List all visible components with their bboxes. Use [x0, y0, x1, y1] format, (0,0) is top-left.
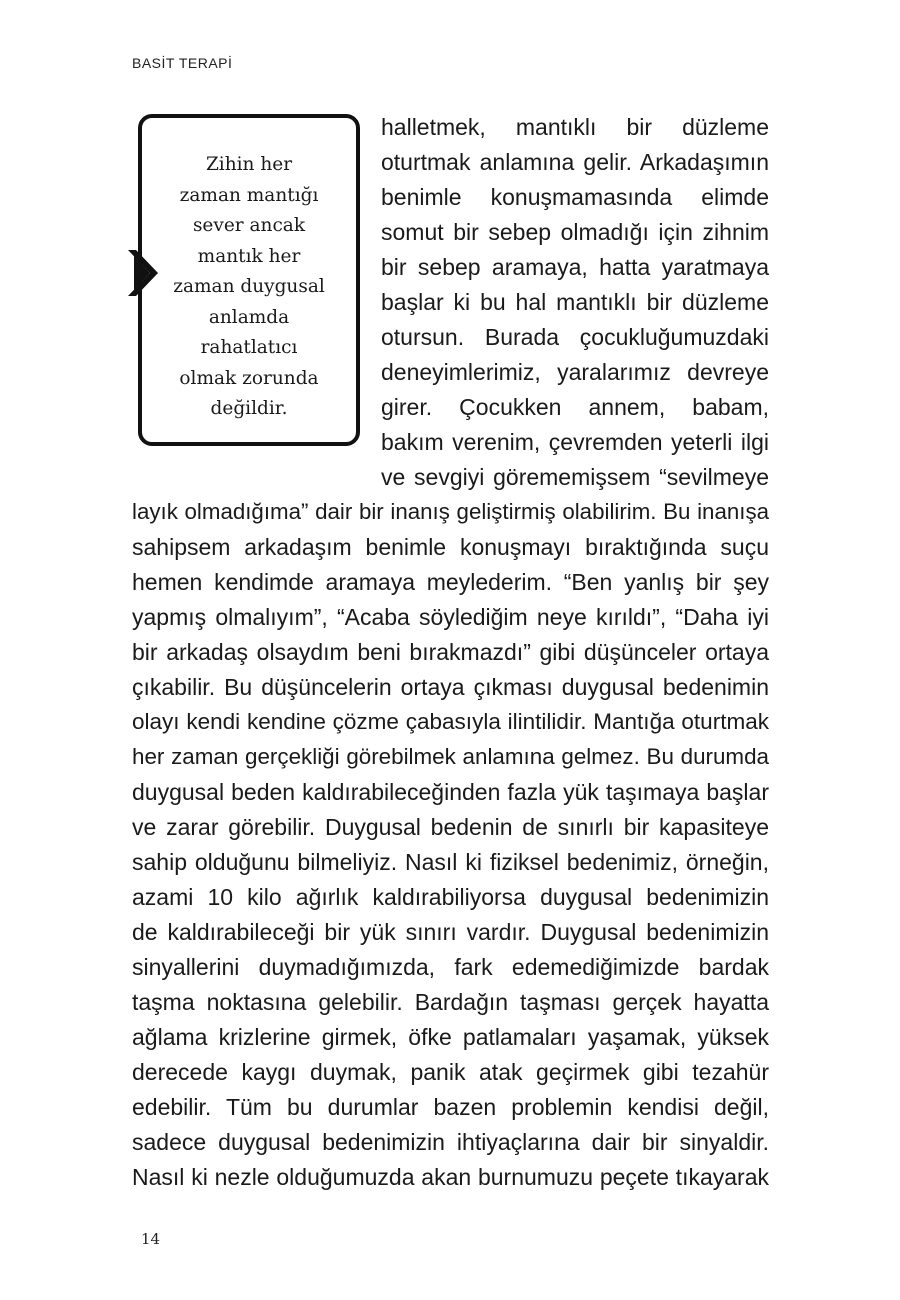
body-line: yapmış olmalıyım”, “Acaba söylediğim neye kırıldı”, “Daha iyi	[132, 604, 769, 630]
body-line: azami 10 kilo ağırlık kaldırabiliyorsa duygusal bedenimizin	[132, 884, 769, 910]
body-line: ve sevgiyi görememişsem “sevilmeye	[381, 464, 769, 490]
pull-quote-line: sever ancak	[192, 215, 306, 236]
body-line: Nasıl ki nezle olduğumuzda akan burnumuzu peçete tıkayarak	[132, 1164, 769, 1190]
pull-quote-line: rahatlatıcı	[200, 337, 298, 358]
page-number: 14	[141, 1230, 161, 1248]
pull-quote-line: Zihin her	[205, 154, 293, 175]
body-line: bir sebep aramaya, hatta yaratmaya	[381, 254, 769, 280]
pull-quote-line: mantık her	[197, 245, 301, 267]
pull-quote-line: olmak zorunda	[179, 367, 319, 389]
pull-quote-text	[142, 150, 356, 425]
body-line: benimle konuşmamasında elimde	[381, 184, 769, 210]
body-line: sahip olduğunu bilmeliyiz. Nasıl ki fiziksel bedenimiz, örneğin,	[132, 849, 769, 875]
body-line: ağlama krizlerine girmek, öfke patlamaları yaşamak, yüksek	[132, 1024, 769, 1050]
body-line: sahipsem arkadaşım benimle konuşmayı bıraktığında suçu	[132, 534, 769, 560]
body-line: sinyallerini duymadığımızda, fark edemediğimizde bardak	[132, 954, 769, 980]
body-line: her zaman gerçekliği görebilmek anlamına gelmez. Bu durumda	[132, 744, 769, 769]
body-line: halletmek, mantıklı bir düzleme	[381, 114, 769, 140]
body-line: derecede kaygı duymak, panik atak geçirmek gibi tezahür	[132, 1059, 769, 1085]
body-line: duygusal beden kaldırabileceğinden fazla yük taşımaya başlar	[132, 779, 769, 805]
body-line: hemen kendimde aramaya meylederim. “Ben yanlış bir şey	[132, 569, 769, 595]
body-line: ve zarar görebilir. Duygusal bedenin de sınırlı bir kapasiteye	[132, 814, 769, 840]
body-line: bakım verenim, çevremden yeterli ilgi	[381, 429, 769, 455]
running-header: BASİT TERAPİ	[132, 55, 233, 71]
body-line: deneyimlerimiz, yaralarımız devreye	[381, 359, 769, 385]
body-line: çıkabilir. Bu düşüncelerin ortaya çıkması duygusal bedenimin	[132, 674, 769, 700]
body-line: edebilir. Tüm bu durumlar bazen problemin kendisi değil,	[132, 1094, 769, 1120]
pull-quote-line: zaman duygusal	[173, 276, 325, 297]
pull-quote-line: anlamda	[208, 306, 290, 328]
body-line: otursun. Burada çocukluğumuzdaki	[381, 324, 769, 350]
pull-quote-line: değildir.	[210, 398, 288, 419]
body-line: oturtmak anlamına gelir. Arkadaşımın	[381, 149, 769, 175]
body-line: somut bir sebep olmadığı için zihnim	[381, 219, 769, 245]
body-line: bir arkadaş olsaydım beni bırakmazdı” gibi düşünceler ortaya	[132, 639, 769, 665]
chevron-right-icon	[128, 250, 168, 296]
body-line: başlar ki bu hal mantıklı bir düzleme	[381, 289, 769, 315]
body-line: sadece duygusal bedenimizin ihtiyaçlarına dair bir sinyaldir.	[132, 1129, 769, 1155]
body-line: taşma noktasına gelebilir. Bardağın taşması gerçek hayatta	[132, 989, 769, 1015]
pull-quote-box	[138, 114, 360, 446]
pull-quote-line: zaman mantığı	[179, 184, 319, 206]
body-line: olayı kendi kendine çözme çabasıyla ilintilidir. Mantığa oturtmak	[132, 709, 769, 734]
body-line: de kaldırabileceği bir yük sınırı vardır. Duygusal bedenimizin	[132, 919, 769, 945]
body-line: girer. Çocukken annem, babam,	[381, 394, 769, 420]
body-line: layık olmadığıma” dair bir inanış geliştirmiş olabilirim. Bu inanışa	[132, 499, 769, 524]
